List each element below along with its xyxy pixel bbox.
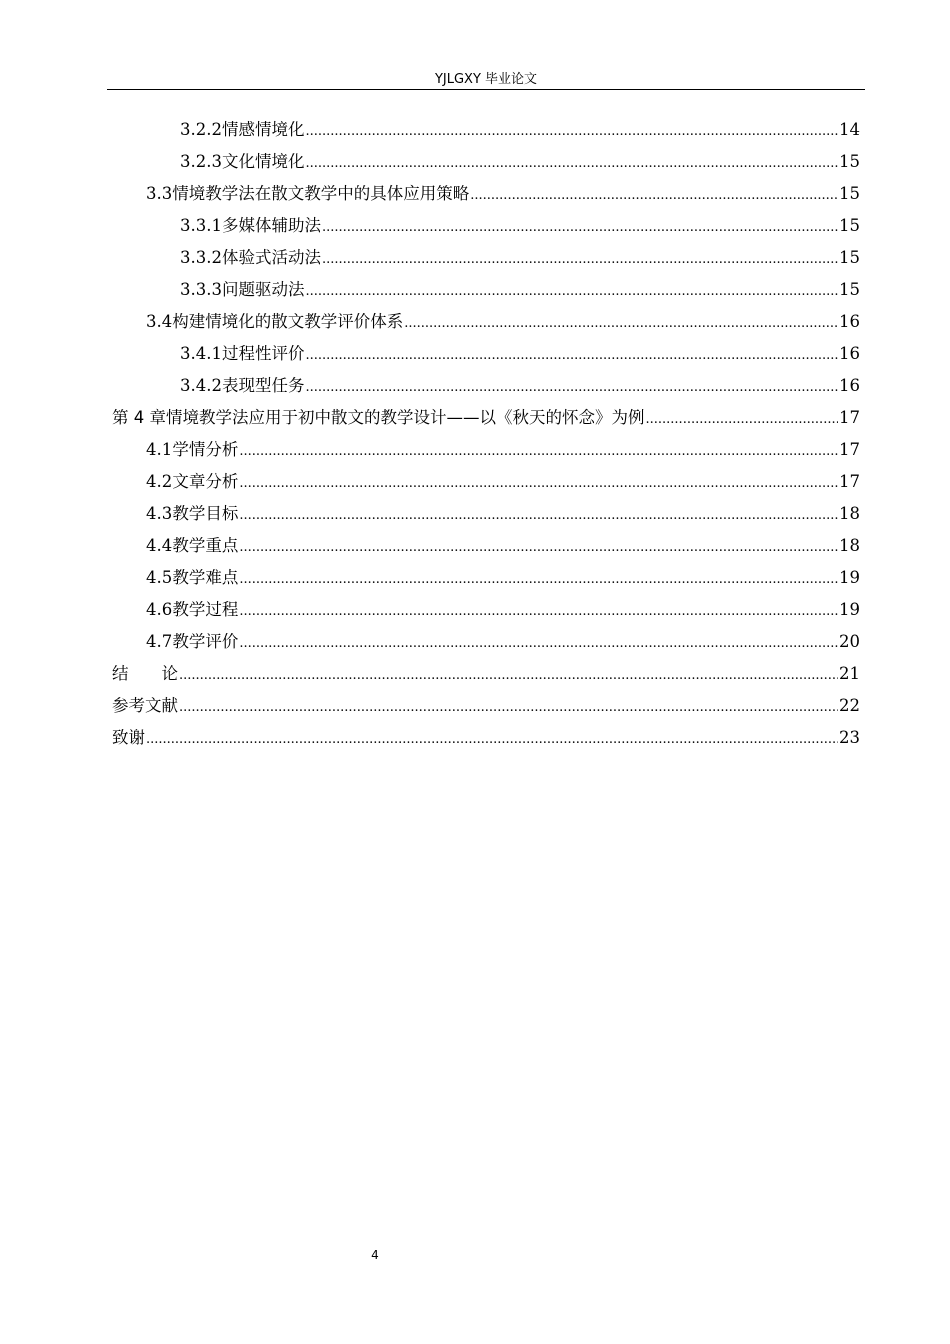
toc-dot-leader: [239, 468, 838, 500]
toc-dot-leader: [404, 308, 838, 340]
header-rule: [107, 89, 865, 90]
page-number: 4: [371, 1248, 379, 1262]
toc-entry-page: 16: [839, 376, 860, 395]
toc-entry-title: 多媒体辅助法: [221, 216, 321, 235]
toc-entry[interactable]: [112, 146, 860, 178]
toc-entry-number: 3.3.3: [180, 280, 222, 299]
toc-entry-page: 20: [839, 632, 860, 651]
toc-entry-title: 文章分析: [172, 472, 239, 491]
toc-entry[interactable]: [112, 114, 860, 146]
toc-entry[interactable]: [112, 210, 860, 242]
toc-entry-number: 3.4.2: [180, 376, 222, 395]
toc-entry-title: 学情分析: [172, 440, 239, 459]
toc-entry-page: 17: [839, 408, 860, 427]
toc-entry-title: 问题驱动法: [221, 280, 305, 299]
toc-entry-title: 参考文献: [112, 696, 178, 715]
toc-entry-page: 18: [839, 536, 860, 555]
toc-entry-number: 3.2.3: [180, 152, 222, 171]
toc-entry-number: 4.4: [146, 536, 173, 555]
toc-entry[interactable]: [112, 274, 860, 306]
toc-entry-page: 15: [839, 184, 860, 203]
toc-dot-leader: [305, 116, 838, 148]
toc-entry-number: 4.2: [146, 472, 173, 491]
toc-entry[interactable]: [112, 178, 860, 210]
toc-dot-leader: [305, 276, 838, 308]
toc-entry[interactable]: [112, 370, 860, 402]
toc-entry-number: 第 4 章: [112, 408, 166, 427]
toc-entry-page: 17: [839, 472, 860, 491]
toc-dot-leader: [239, 628, 838, 660]
toc-entry-page: 22: [839, 696, 860, 715]
toc-dot-leader: [305, 372, 838, 404]
toc-entry[interactable]: [112, 242, 860, 274]
toc-entry[interactable]: [112, 562, 860, 594]
toc-dot-leader: [179, 660, 838, 692]
toc-entry-page: 19: [839, 568, 860, 587]
toc-entry-page: 16: [839, 344, 860, 363]
toc-dot-leader: [322, 244, 838, 276]
toc-entry-title: 教学重点: [172, 536, 239, 555]
toc-entry[interactable]: [112, 658, 860, 690]
toc-dot-leader: [179, 692, 838, 724]
toc-entry-number: 4.3: [146, 504, 173, 523]
page-header: YJLGXY 毕业论文: [434, 72, 538, 87]
toc-entry[interactable]: [112, 498, 860, 530]
toc-entry-title: 构建情境化的散文教学评价体系: [172, 312, 404, 331]
toc-entry[interactable]: [112, 722, 860, 754]
toc-dot-leader: [322, 212, 838, 244]
toc-entry-page: 17: [839, 440, 860, 459]
toc-entry-number: 4.6: [146, 600, 173, 619]
toc-dot-leader: [239, 532, 838, 564]
toc-entry-number: 3.2.2: [180, 120, 222, 139]
toc-entry-page: 15: [839, 280, 860, 299]
toc-entry[interactable]: [112, 626, 860, 658]
toc-entry-number: 3.3.2: [180, 248, 222, 267]
toc-entry-number: 4.7: [146, 632, 173, 651]
toc-entry-number: 3.4.1: [180, 344, 222, 363]
toc-dot-leader: [305, 148, 838, 180]
toc-entry-title: 文化情境化: [221, 152, 305, 171]
toc-entry-page: 21: [839, 664, 860, 683]
toc-entry-title: 表现型任务: [221, 376, 305, 395]
toc-entry[interactable]: [112, 530, 860, 562]
toc-entry-page: 15: [839, 216, 860, 235]
toc-entry[interactable]: [112, 594, 860, 626]
toc-dot-leader: [239, 596, 838, 628]
toc-entry-title: 情感情境化: [221, 120, 305, 139]
toc-entry[interactable]: [112, 402, 860, 434]
toc-entry-page: 18: [839, 504, 860, 523]
toc-entry-page: 23: [839, 728, 860, 747]
table-of-contents: [112, 114, 860, 754]
toc-entry-title: 教学目标: [172, 504, 239, 523]
toc-dot-leader: [146, 724, 838, 756]
toc-entry[interactable]: [112, 338, 860, 370]
toc-entry[interactable]: [112, 466, 860, 498]
toc-entry-page: 16: [839, 312, 860, 331]
toc-entry-title: 教学难点: [172, 568, 239, 587]
toc-dot-leader: [305, 340, 838, 372]
toc-entry-title: 教学评价: [172, 632, 239, 651]
toc-entry-title: 致谢: [112, 728, 145, 747]
toc-entry-title: 教学过程: [172, 600, 239, 619]
toc-entry-number: 3.3: [146, 184, 173, 203]
toc-dot-leader: [239, 564, 838, 596]
toc-entry-title: 体验式活动法: [221, 248, 321, 267]
toc-entry[interactable]: [112, 690, 860, 722]
toc-dot-leader: [239, 500, 838, 532]
toc-entry-page: 19: [839, 600, 860, 619]
toc-entry-page: 15: [839, 248, 860, 267]
toc-entry[interactable]: [112, 434, 860, 466]
toc-entry-title: 情境教学法应用于初中散文的教学设计——以《秋天的怀念》为例: [166, 408, 645, 427]
toc-entry-number: 4.5: [146, 568, 173, 587]
toc-entry-number: 4.1: [146, 440, 173, 459]
toc-entry-number: 3.4: [146, 312, 173, 331]
toc-dot-leader: [470, 180, 838, 212]
toc-dot-leader: [239, 436, 838, 468]
toc-entry-title: 过程性评价: [221, 344, 305, 363]
toc-entry-page: 14: [839, 120, 860, 139]
toc-dot-leader: [646, 404, 839, 436]
toc-entry-number: 3.3.1: [180, 216, 222, 235]
toc-entry-title: 情境教学法在散文教学中的具体应用策略: [172, 184, 470, 203]
toc-entry[interactable]: [112, 306, 860, 338]
toc-entry-title: 结 论: [112, 664, 178, 683]
toc-entry-page: 15: [839, 152, 860, 171]
